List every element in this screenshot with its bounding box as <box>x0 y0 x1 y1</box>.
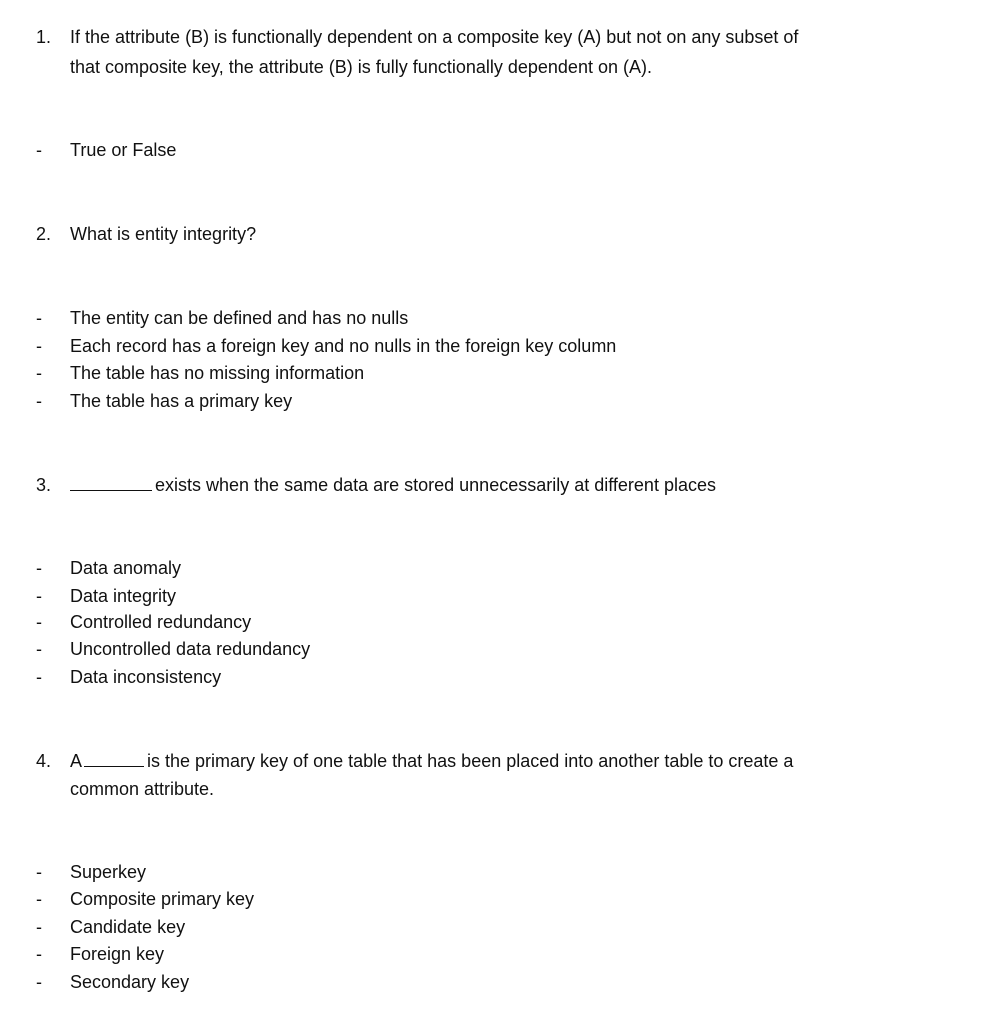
question-4-option-1: Superkey <box>70 862 147 882</box>
option-dash: - <box>36 944 42 964</box>
option-dash: - <box>36 336 42 356</box>
option-dash: - <box>36 140 42 160</box>
option-dash: - <box>36 972 42 992</box>
question-3-number: 3. <box>36 475 52 495</box>
answer-blank <box>84 750 144 767</box>
question-3-option-2: Data integrity <box>70 586 177 606</box>
option-dash: - <box>36 391 42 411</box>
question-4-option-2: Composite primary key <box>70 889 255 909</box>
question-2-option-3: The table has no missing information <box>70 363 365 383</box>
option-dash: - <box>36 667 42 687</box>
question-4-option-3: Candidate key <box>70 917 186 937</box>
question-4-text-after-blank: is the primary key of one table that has been placed into another table to create a <box>147 751 794 771</box>
question-3-text <box>70 474 716 496</box>
option-dash: - <box>36 917 42 937</box>
option-dash: - <box>36 363 42 383</box>
question-2-text: What is entity integrity? <box>70 224 257 244</box>
question-2-option-4: The table has a primary key <box>70 391 293 411</box>
option-dash: - <box>36 612 42 632</box>
question-4-number: 4. <box>36 751 52 771</box>
question-4-text-before-blank: A <box>70 751 83 771</box>
question-3-text-after-blank: exists when the same data are stored unnecessarily at different places <box>155 475 716 495</box>
question-4-text-line-2: common attribute. <box>70 779 215 799</box>
question-1-text-line-2: that composite key, the attribute (B) is fully functionally dependent on (A). <box>70 57 652 77</box>
question-3-option-5: Data inconsistency <box>70 667 222 687</box>
question-4-option-4: Foreign key <box>70 944 165 964</box>
option-dash: - <box>36 862 42 882</box>
answer-blank <box>70 474 152 491</box>
question-2-number: 2. <box>36 224 52 244</box>
question-3-option-1: Data anomaly <box>70 558 182 578</box>
option-dash: - <box>36 639 42 659</box>
question-1-option-1: True or False <box>70 140 177 160</box>
option-dash: - <box>36 308 42 328</box>
option-dash: - <box>36 889 42 909</box>
question-3-option-3: Controlled redundancy <box>70 612 252 632</box>
question-2-option-1: The entity can be defined and has no nulls <box>70 308 409 328</box>
option-dash: - <box>36 586 42 606</box>
question-1-text-line-1: If the attribute (B) is functionally dependent on a composite key (A) but not on any subset of <box>70 27 799 47</box>
question-3-option-4: Uncontrolled data redundancy <box>70 639 311 659</box>
option-dash: - <box>36 558 42 578</box>
question-2-option-2: Each record has a foreign key and no nulls in the foreign key column <box>70 336 617 356</box>
question-4-option-5: Secondary key <box>70 972 190 992</box>
question-4-text-line-1 <box>70 750 793 772</box>
question-1-number: 1. <box>36 27 52 47</box>
